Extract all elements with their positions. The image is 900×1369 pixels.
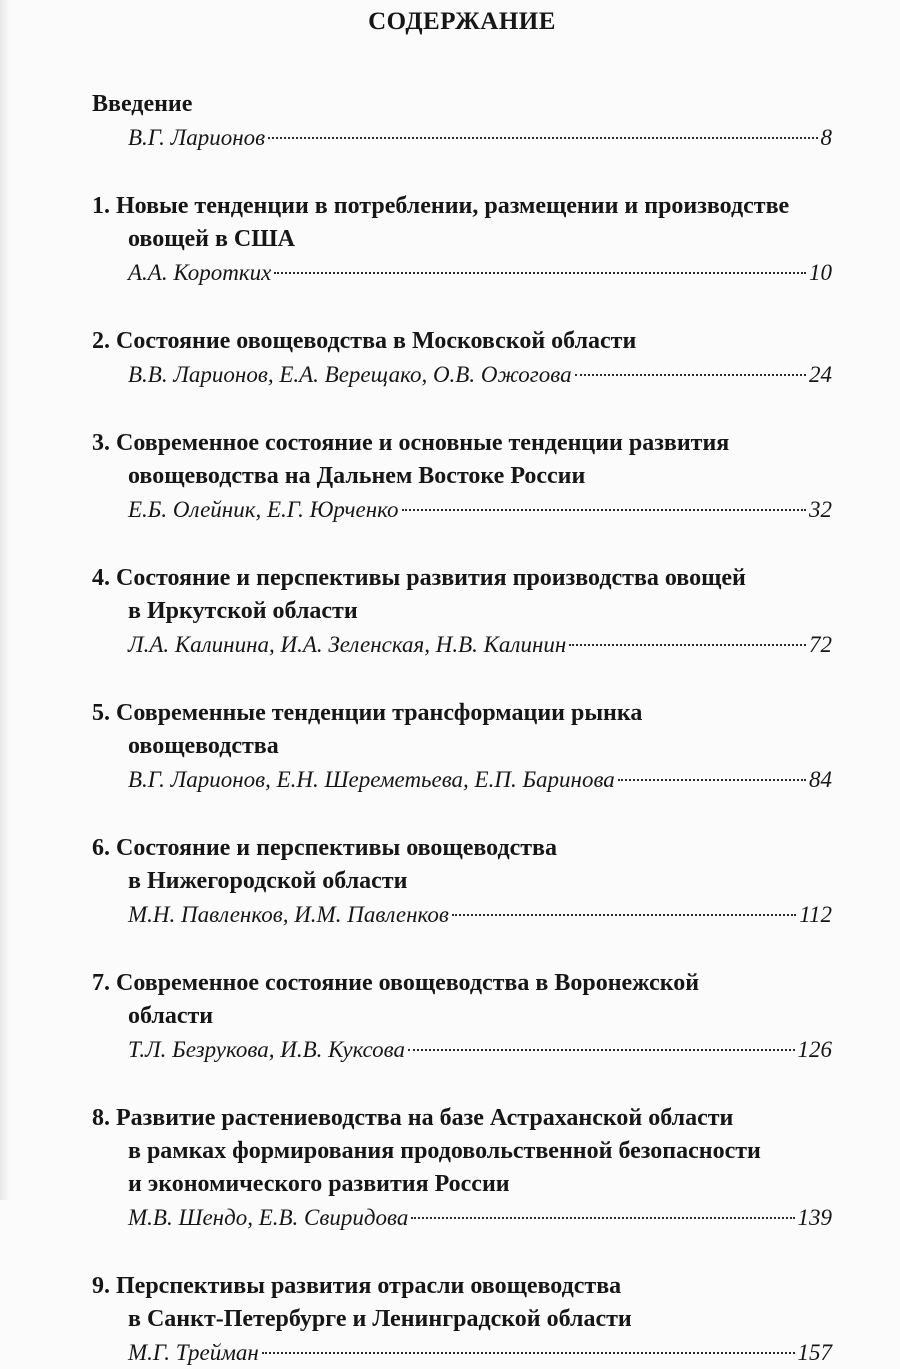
toc-entry-author-line xyxy=(92,493,832,526)
toc-entry xyxy=(92,832,832,931)
toc-entry xyxy=(92,562,832,661)
dot-leader xyxy=(618,779,806,781)
toc-entry-number: 3. xyxy=(92,430,110,456)
toc-entry-title-line: Перспективы развития отрасли овощеводства xyxy=(116,1273,622,1299)
toc-entry-title-line: овощей в США xyxy=(128,226,295,252)
toc-entry xyxy=(92,88,832,154)
toc-entry-authors: М.В. Шендо, Е.В. Свиридова xyxy=(128,1205,409,1230)
toc-entry-title xyxy=(92,190,832,256)
toc-entry-title-line: Состояние овощеводства в Московской области xyxy=(116,328,637,354)
toc-entry-number: 1. xyxy=(92,193,110,219)
toc-entry-page-number: 72 xyxy=(809,632,832,657)
toc-entry-number: 6. xyxy=(92,835,110,861)
toc-entry-page-number: 8 xyxy=(820,125,832,150)
toc-entry-number: 9. xyxy=(92,1273,110,1299)
toc-entry-title-line: Современные тенденции трансформации рынка xyxy=(116,700,643,726)
toc-entry-title-line: Состояние и перспективы развития производства овощей xyxy=(116,565,746,591)
dot-leader xyxy=(569,644,806,646)
dot-leader xyxy=(268,137,817,139)
toc-entry-authors: В.Г. Ларионов, Е.Н. Шереметьева, Е.П. Баринова xyxy=(128,767,615,792)
toc-entry-page-number: 139 xyxy=(797,1205,832,1230)
toc-entry-title xyxy=(92,562,832,628)
toc-entry xyxy=(92,1270,832,1369)
toc-entry-title-line: Введение xyxy=(92,91,193,117)
toc-entry-number: 7. xyxy=(92,970,110,996)
toc-entry-page-number: 84 xyxy=(809,767,832,792)
toc-entry-title-line: Развитие растениеводства на базе Астраханской области xyxy=(116,1105,734,1131)
toc-entry xyxy=(92,1102,832,1234)
toc-entry-page-number: 32 xyxy=(809,497,832,522)
toc-entry-title-line: овощеводства на Дальнем Востоке России xyxy=(128,463,586,489)
toc-entry-author-line xyxy=(92,763,832,796)
toc-entry-title xyxy=(92,427,832,493)
toc-entry-title xyxy=(92,88,832,121)
toc-entry xyxy=(92,697,832,796)
toc-entry xyxy=(92,190,832,289)
toc-entry-title xyxy=(92,325,832,358)
toc-heading: СОДЕРЖАНИЕ xyxy=(368,8,556,35)
toc-entry-author-line xyxy=(92,1033,832,1066)
dot-leader xyxy=(411,1217,794,1219)
toc-entry-title-line: овощеводства xyxy=(128,733,279,759)
toc-list xyxy=(92,88,832,1369)
toc-entry-number: 2. xyxy=(92,328,110,354)
toc-entry xyxy=(92,967,832,1066)
toc-entry-page-number: 157 xyxy=(797,1340,832,1365)
toc-entry-title-line: в рамках формирования продовольственной безопасности xyxy=(128,1138,761,1164)
toc-entry-page-number: 126 xyxy=(797,1037,832,1062)
toc-entry-page-number: 112 xyxy=(799,902,832,927)
dot-leader xyxy=(452,914,796,916)
toc-entry-number: 4. xyxy=(92,565,110,591)
toc-entry-title-line: в Иркутской области xyxy=(128,598,358,624)
toc-entry-page-number: 24 xyxy=(809,362,832,387)
toc-entry-authors: М.Г. Трейман xyxy=(128,1340,259,1365)
toc-entry-author-line xyxy=(92,1336,832,1369)
toc-entry xyxy=(92,427,832,526)
toc-entry-page-number: 10 xyxy=(809,260,832,285)
toc-entry-title-line: Современное состояние и основные тенденции развития xyxy=(116,430,730,456)
toc-entry-author-line xyxy=(92,121,832,154)
dot-leader xyxy=(262,1352,795,1354)
toc-entry-title-line: Современное состояние овощеводства в Воронежской xyxy=(116,970,700,996)
toc-entry-title-line: Новые тенденции в потреблении, размещении и производстве xyxy=(116,193,790,219)
toc-entry-authors: А.А. Коротких xyxy=(128,260,272,285)
toc-entry-author-line xyxy=(92,358,832,391)
toc-entry-title xyxy=(92,1270,832,1336)
toc-entry-author-line xyxy=(92,256,832,289)
toc-entry-authors: В.В. Ларионов, Е.А. Верещако, О.В. Ожогова xyxy=(128,362,572,387)
toc-entry-authors: В.Г. Ларионов xyxy=(128,125,266,150)
toc-entry-title-line: области xyxy=(128,1003,214,1029)
toc-entry-number: 5. xyxy=(92,700,110,726)
toc-entry-title-line: в Нижегородской области xyxy=(128,868,408,894)
dot-leader xyxy=(402,509,806,511)
toc-entry-title xyxy=(92,832,832,898)
toc-entry-title-line: и экономического развития России xyxy=(128,1171,510,1197)
toc-entry-author-line xyxy=(92,628,832,661)
toc-entry-title-line: в Санкт-Петербурге и Ленинградской области xyxy=(128,1306,632,1332)
toc-entry-title-line: Состояние и перспективы овощеводства xyxy=(116,835,557,861)
toc-entry-authors: М.Н. Павленков, И.М. Павленков xyxy=(128,902,449,927)
dot-leader xyxy=(274,272,806,274)
toc-entry-authors: Т.Л. Безрукова, И.В. Куксова xyxy=(128,1037,405,1062)
toc-entry-title xyxy=(92,967,832,1033)
toc-entry-title xyxy=(92,1102,832,1201)
toc-entry-authors: Е.Б. Олейник, Е.Г. Юрченко xyxy=(128,497,399,522)
toc-entry xyxy=(92,325,832,391)
toc-entry-title xyxy=(92,697,832,763)
dot-leader xyxy=(575,374,806,376)
toc-entry-author-line xyxy=(92,898,832,931)
dot-leader xyxy=(408,1049,795,1051)
toc-entry-authors: Л.А. Калинина, И.А. Зеленская, Н.В. Калинин xyxy=(128,632,567,657)
toc-entry-author-line xyxy=(92,1201,832,1234)
toc-entry-number: 8. xyxy=(92,1105,110,1131)
